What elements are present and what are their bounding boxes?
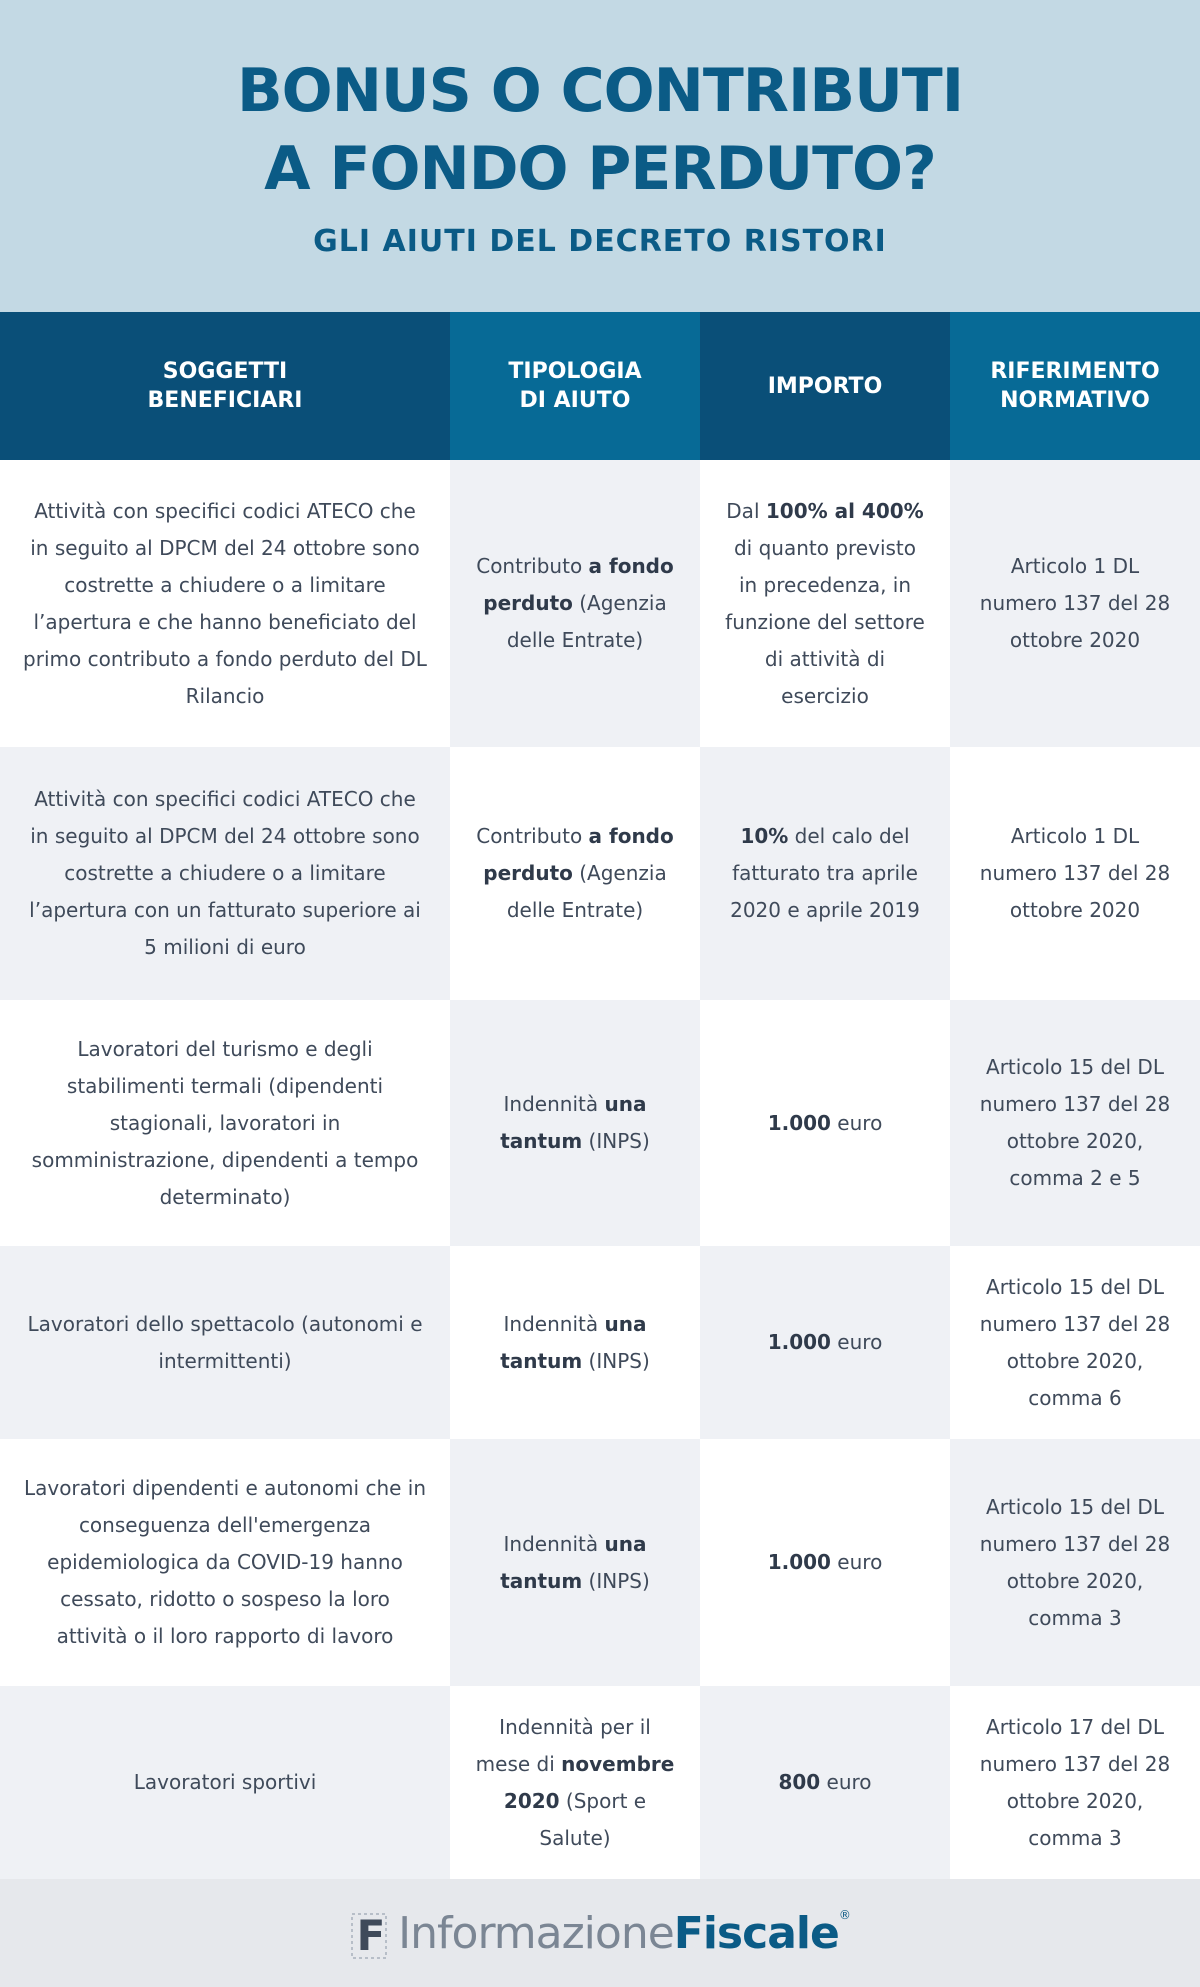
title-line-2: A FONDO PERDUTO? <box>264 134 936 204</box>
column-header-label: SOGGETTI BENEFICIARI <box>147 359 303 413</box>
cell-text: Indennità una tantum (INPS) <box>500 1092 650 1153</box>
cell-text: Articolo 1 DL numero 137 del 28 ottobre 2020 <box>979 824 1171 922</box>
column-header-importo <box>700 312 950 460</box>
cell-soggetti <box>0 1439 450 1686</box>
cell-tipologia <box>450 1246 700 1439</box>
cell-importo <box>700 1246 950 1439</box>
cell-soggetti <box>0 747 450 1000</box>
cell-importo <box>700 1686 950 1879</box>
cell-text: Articolo 15 del DL numero 137 del 28 ottobre 2020, comma 6 <box>979 1274 1171 1410</box>
cell-soggetti <box>0 460 450 747</box>
logo-part-1: Informazione <box>398 1908 674 1959</box>
title-line-1: BONUS O CONTRIBUTI <box>236 56 964 126</box>
cell-text: Lavoratori dello spettacolo (autonomi e intermittenti) <box>27 1311 423 1373</box>
cell-text: Indennità una tantum (INPS) <box>500 1311 650 1373</box>
cell-text: Articolo 15 del DL numero 137 del 28 ottobre 2020, comma 3 <box>979 1494 1171 1630</box>
footer <box>0 1879 1200 1987</box>
cell-text: Indennità una tantum (INPS) <box>500 1531 650 1593</box>
aid-table <box>0 312 1200 1879</box>
cell-tipologia <box>450 1439 700 1686</box>
cell-riferimento <box>950 1439 1200 1686</box>
cell-text: 10% del calo del fatturato tra aprile 2020 e aprile 2019 <box>730 824 920 922</box>
cell-text: 1.000 euro <box>767 1330 883 1354</box>
cell-importo <box>700 460 950 747</box>
cell-tipologia <box>450 747 700 1000</box>
cell-text: Lavoratori sportivi <box>133 1770 317 1794</box>
column-header-soggetti <box>0 312 450 460</box>
registered-mark: ® <box>838 1908 850 1922</box>
logo-f-icon <box>350 1908 392 1960</box>
cell-text: Articolo 1 DL numero 137 del 28 ottobre 2020 <box>979 554 1171 652</box>
cell-text: Articolo 17 del DL numero 137 del 28 ottobre 2020, comma 3 <box>979 1714 1171 1850</box>
cell-tipologia <box>450 1686 700 1879</box>
column-header-label: TIPOLOGIA DI AIUTO <box>508 359 642 413</box>
page-title <box>0 52 1200 208</box>
column-header-riferimento <box>950 312 1200 460</box>
cell-soggetti <box>0 1000 450 1246</box>
cell-riferimento <box>950 460 1200 747</box>
cell-text: Lavoratori del turismo e degli stabilimenti termali (dipendenti stagionali, lavoratori in somministrazione, dipendenti a tempo determinato) <box>31 1036 419 1209</box>
svg-text:F: F <box>356 1910 386 1960</box>
cell-text: Attività con specifici codici ATECO che in seguito al DPCM del 24 ottobre sono costrette a chiudere o a limitare l’apertura con un fatturato superiore ai 5 milioni di euro <box>29 787 421 959</box>
cell-text: Lavoratori dipendenti e autonomi che in conseguenza dell'emergenza epidemiologica da COVID-19 hanno cessato, ridotto o sospeso la loro attività o il loro rapporto di lavoro <box>23 1476 427 1648</box>
cell-riferimento <box>950 747 1200 1000</box>
cell-text: 1.000 euro <box>767 1550 883 1574</box>
cell-soggetti <box>0 1686 450 1879</box>
cell-importo <box>700 1000 950 1246</box>
cell-tipologia <box>450 460 700 747</box>
cell-text: Articolo 15 del DL numero 137 del 28 ottobre 2020, comma 2 e 5 <box>979 1055 1171 1190</box>
cell-soggetti <box>0 1246 450 1439</box>
cell-text: Dal 100% al 400% di quanto previsto in precedenza, in funzione del settore di attività di esercizio <box>725 498 925 708</box>
cell-text: Attività con specifici codici ATECO che in seguito al DPCM del 24 ottobre sono costrette a chiudere o a limitare l’apertura e che hanno beneficiato del primo contributo a fondo perduto del DL Rilancio <box>23 498 427 708</box>
logo-part-2: Fiscale <box>673 1908 839 1959</box>
page-subtitle: GLI AIUTI DEL DECRETO RISTORI <box>313 224 887 259</box>
logo <box>398 1908 850 1959</box>
column-header-label: RIFERIMENTO NORMATIVO <box>990 359 1160 413</box>
cell-text: Contributo a fondo perduto (Agenzia delle Entrate) <box>476 554 674 652</box>
cell-riferimento <box>950 1686 1200 1879</box>
cell-text: Contributo a fondo perduto (Agenzia delle Entrate) <box>476 824 674 922</box>
cell-riferimento <box>950 1000 1200 1246</box>
column-header-tipologia <box>450 312 700 460</box>
header <box>0 0 1200 312</box>
cell-tipologia <box>450 1000 700 1246</box>
cell-text: Indennità per il mese di novembre 2020 (Sport e Salute) <box>475 1714 675 1850</box>
cell-text: 800 euro <box>778 1770 872 1794</box>
cell-riferimento <box>950 1246 1200 1439</box>
cell-importo <box>700 747 950 1000</box>
column-header-label: IMPORTO <box>767 373 883 399</box>
cell-importo <box>700 1439 950 1686</box>
cell-text: 1.000 euro <box>767 1110 883 1135</box>
